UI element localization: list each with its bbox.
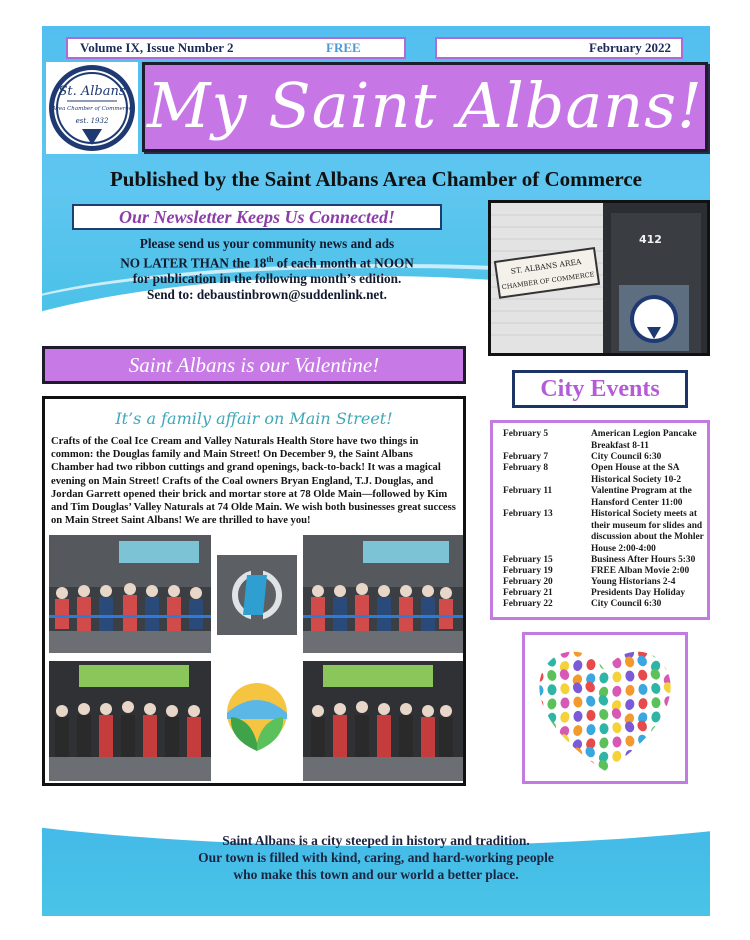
sign-line-2: CHAMBER OF COMMERCE [501, 270, 595, 292]
newsletter-line-1: Please send us your community news and ads [139, 236, 395, 251]
handprint-heart-image [522, 632, 688, 784]
valentine-banner [42, 346, 466, 384]
newsletter-heading-box [72, 204, 442, 230]
ribbon-cutting-photo-4 [303, 661, 463, 781]
closing-line-1: Saint Albans is a city steeped in history and tradition. [222, 833, 530, 848]
newsletter-line-2: NO LATER THAN the 18th of each month at NOON [120, 255, 414, 271]
newsletter-heading: Our Newsletter Keeps Us Connected! [119, 207, 395, 227]
logo-subtitle: Area Chamber of Commerce [52, 106, 132, 112]
logo-est: est. 1932 [75, 117, 109, 125]
date-box [435, 37, 683, 59]
story-heading: It’s a family affair on Main Street! [115, 409, 393, 428]
newsletter-email[interactable]: Send to: debaustinbrown@suddenlink.net. [147, 287, 387, 303]
closing-line-2: Our town is filled with kind, caring, and hard-working people [198, 850, 554, 865]
address-number: 412 [639, 233, 662, 246]
city-events-heading: City Events [540, 376, 660, 402]
publisher-line: Published by the Saint Albans Area Chamber of Commerce [109, 167, 643, 191]
ribbon-cutting-photo-2 [303, 535, 463, 653]
price-label: FREE [326, 40, 361, 55]
closing-line-3: who make this town and our world a better place. [233, 867, 519, 882]
valley-naturals-logo [217, 679, 297, 759]
city-events-heading-box [512, 370, 688, 408]
ribbon-cutting-photo-1 [49, 535, 211, 653]
chamber-logo [46, 62, 138, 154]
crafts-of-the-coal-logo [217, 555, 297, 635]
newsletter-line-3: for publication in the following month’s edition. [132, 271, 402, 287]
closing-statement [42, 832, 710, 883]
valentine-banner-text: Saint Albans is our Valentine! [128, 353, 380, 377]
sign-line-1: ST. ALBANS AREA [510, 257, 582, 276]
valentine-story-box [42, 396, 466, 786]
story-body: Crafts of the Coal Ice Cream and Valley Naturals Health Store have two things in common: the Douglas family and Main Street! On December 9, the Saint Albans Chamber had two ribbon cuttings and grand openings, back-to-back! It was a magical evening on Main Street! Crafts of the Coal owners Bryan England, T.J. Douglas, and Jordan Garrett opened their brick and mortar store at 78 Olde Main—followed by Kim and Tim Douglas’ Valley Naturals at 74 Olde Main. We wish both businesses great success on Main Street Saint Albans! We are thrilled to have you! [51, 436, 456, 527]
volume-label: Volume IX, Issue Number 2 [80, 40, 234, 55]
city-events-list: February 5 American Legion Pancake Breakfast 8-11 February 7 City Council 6:30 February 8 Open House at the SA Historical Society 10-2 February 11 Valentine Program at the Hansford Center 11:00 February 13 Historical Society meets at their museum for slides and discussion about the Mohler House 2:00-4:00 February 15 Business After Hours 5:30 February 19 FREE Alban Movie 2:00 February 20 Young Historians 2-4 February 21 Presidents Day Holiday February 22 City Council 6:30 [490, 420, 710, 620]
newsletter-page [42, 26, 710, 916]
chamber-building-photo [488, 200, 710, 356]
masthead-title: My Saint Albans! [147, 69, 703, 142]
ribbon-cutting-photo-3 [49, 661, 211, 781]
logo-name: St. Albans [58, 84, 126, 99]
heart-icon [525, 635, 685, 781]
newsletter-instructions [82, 236, 452, 303]
issue-info-box [66, 37, 406, 59]
masthead-title-box [142, 62, 708, 152]
issue-date: February 2022 [589, 40, 671, 55]
